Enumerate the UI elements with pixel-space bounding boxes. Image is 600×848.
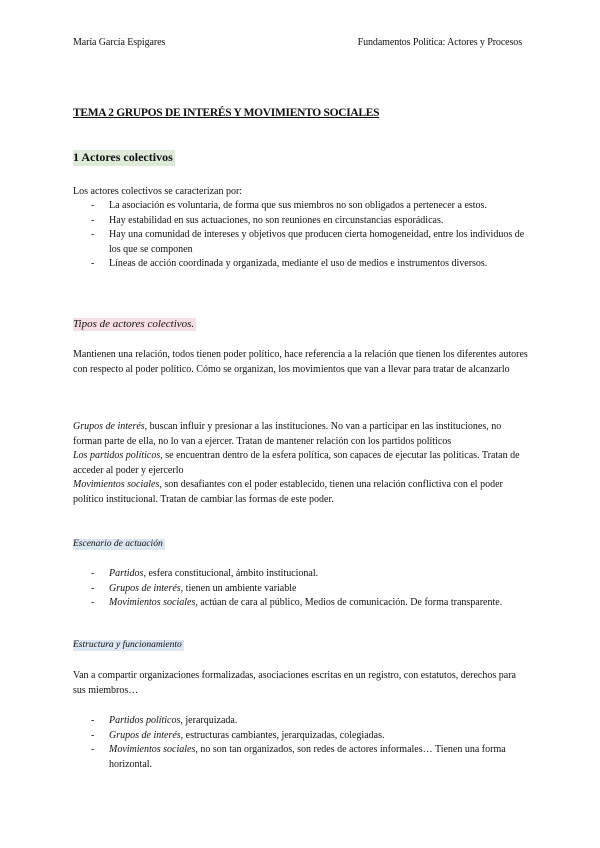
list-item (73, 596, 528, 611)
definition-text: son desafiantes con el poder establecido, tienen una relación conflictiva con el poder político institucional. Tratan de cambiar las formas de este poder. (73, 479, 503, 505)
header-author: María García Espigares (73, 37, 166, 48)
list-item: - La asociación es voluntaria, de forma que sus miembros no son obligados a pertenecer a estos. (73, 199, 528, 214)
structure-list (73, 714, 528, 772)
subheading-tipos: Tipos de actores colectivos. (73, 318, 195, 330)
list-item (73, 567, 528, 582)
list-item (73, 582, 528, 597)
section-intro: Los actores colectivos se caracterizan por: (73, 186, 243, 197)
term: Movimientos sociales, (109, 744, 198, 756)
subheading-estructura: Estructura y funcionamiento (73, 640, 182, 650)
item-text: estructuras cambiantes, jerarquizadas, colegiadas. (183, 729, 385, 741)
section-heading-actores: 1 Actores colectivos (73, 150, 173, 164)
term: Partidos políticos, (109, 715, 183, 726)
document-title: TEMA 2 GRUPOS DE INTERÉS Y MOVIMIENTO SOCIALES (73, 107, 380, 119)
term: Partidos, (109, 568, 146, 579)
list-item: - Hay una comunidad de intereses y objetivos que producen cierta homogeneidad, entre los individuos de los que se componen (73, 228, 528, 257)
header-course: Fundamentos Política: Actores y Procesos (357, 37, 522, 48)
characteristics-list (73, 199, 528, 272)
item-text: actúan de cara al público, Medios de comunicación. De forma transparente. (197, 597, 503, 609)
subheading-escenario: Escenario de actuación (73, 539, 163, 549)
definition-partidos (73, 449, 528, 478)
term: Grupos de interés, (73, 421, 148, 432)
term: Movimientos sociales, (109, 597, 198, 609)
item-text: no son tan organizados, son redes de actores informales… Tienen una forma horizontal. (109, 744, 506, 770)
item-text: tienen un ambiente variable (183, 582, 297, 594)
term: Los partidos políticos, (73, 450, 163, 462)
definition-text: se encuentran dentro de la esfera política, son capaces de ejecutar las políticas. Tratan de acceder al poder y ejercerlo (73, 450, 520, 476)
structure-paragraph: Van a compartir organizaciones formalizadas, asociaciones escritas en un registro, con estatutos, derechos para sus miembros… (73, 670, 516, 696)
list-item (73, 729, 528, 744)
types-paragraph: Mantienen una relación, todos tienen poder político, hace referencia a la relación que tienen los diferentes autores con respecto al poder político. Cómo se organizan, los movimientos que van a llevar para tratar de alcanzarlo (73, 349, 528, 375)
item-text: jerarquizada. (182, 715, 238, 726)
definition-movimientos (73, 478, 528, 507)
types-definitions (73, 420, 528, 508)
list-item (73, 743, 528, 772)
list-item (73, 714, 528, 729)
list-item: - Líneas de acción coordinada y organizada, mediante el uso de medios e instrumentos diversos. (73, 257, 528, 272)
term: Grupos de interés, (109, 729, 184, 741)
item-text: esfera constitucional, ámbito institucional. (145, 568, 319, 579)
list-item: - Hay estabilidad en sus actuaciones, no son reuniones en circunstancias esporádicas. (73, 214, 528, 229)
term: Grupos de interés, (109, 582, 184, 594)
definition-text: buscan influir y presionar a las instituciones. No van a participar en las instituciones, no forman parte de ella, no lo van a ejercer. Tratan de mantener relación con los partidos políticos (73, 421, 502, 447)
term: Movimientos sociales, (73, 479, 162, 491)
definition-grupos (73, 420, 528, 449)
scenario-list (73, 567, 528, 611)
